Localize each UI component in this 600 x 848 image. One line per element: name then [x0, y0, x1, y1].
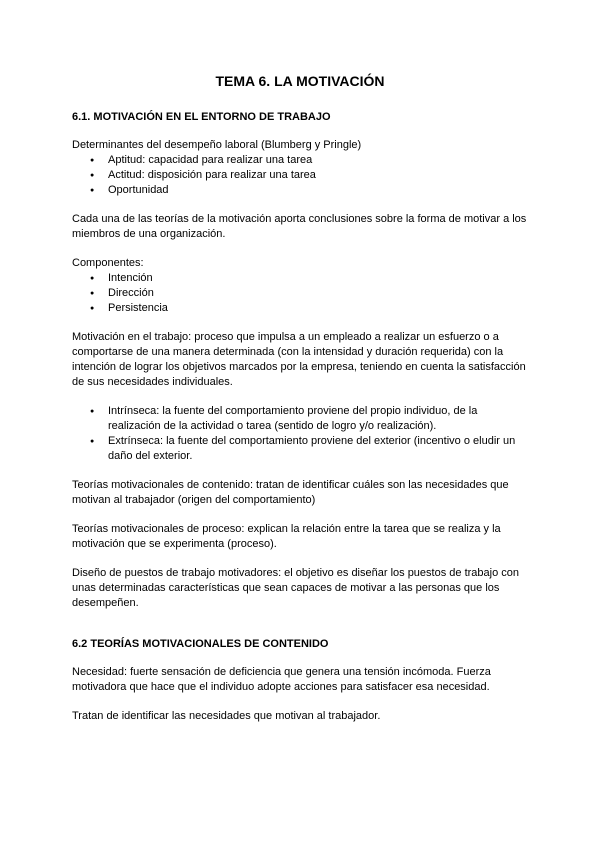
- teorias-contenido-paragraph: Teorías motivacionales de contenido: tratan de identificar cuáles son las necesidades que motivan al trabajador (origen del comportamiento): [72, 479, 509, 506]
- list-item: ● Intención: [72, 271, 528, 286]
- list-item: ● Dirección: [72, 286, 528, 301]
- document-title: TEMA 6. LA MOTIVACIÓN: [215, 73, 385, 89]
- determinantes-intro: Determinantes del desempeño laboral (Blumberg y Pringle): [72, 139, 362, 151]
- determinantes-list: [72, 153, 528, 198]
- list-item: ● Extrínseca: la fuente del comportamiento proviene del exterior (incentivo o eludir un daño del exterior.: [72, 434, 528, 464]
- section-heading-6-2: 6.2 TEORÍAS MOTIVACIONALES DE CONTENIDO: [72, 638, 329, 650]
- tipos-list: [72, 404, 528, 464]
- teorias-paragraph: Cada una de las teorías de la motivación aporta conclusiones sobre la forma de motivar a los miembros de una organización.: [72, 213, 527, 240]
- componentes-list: [72, 271, 528, 316]
- list-item: ● Oportunidad: [72, 183, 528, 198]
- list-item: ● Actitud: disposición para realizar una tarea: [72, 168, 528, 183]
- tratan-paragraph: Tratan de identificar las necesidades que motivan al trabajador.: [72, 710, 381, 722]
- list-item: ● Persistencia: [72, 301, 528, 316]
- motivacion-trabajo-paragraph: Motivación en el trabajo: proceso que impulsa a un empleado a realizar un esfuerzo o a comportarse de una manera determinada (con la intensidad y duración requerida) con la intención de lograr los objetivos marcados por la empresa, teniendo en cuenta la satisfacción de sus necesidades individuales.: [72, 331, 526, 388]
- list-item: ● Intrínseca: la fuente del comportamiento proviene del propio individuo, de la realización de la actividad o tarea (sentido de logro y/o realización).: [72, 404, 528, 434]
- list-item: ● Aptitud: capacidad para realizar una tarea: [72, 153, 528, 168]
- section-heading-6-1: 6.1. MOTIVACIÓN EN EL ENTORNO DE TRABAJO: [72, 111, 331, 123]
- componentes-intro: Componentes:: [72, 257, 144, 269]
- teorias-proceso-paragraph: Teorías motivacionales de proceso: explican la relación entre la tarea que se realiza y la motivación que se experimenta (proceso).: [72, 523, 501, 550]
- diseno-puestos-paragraph: Diseño de puestos de trabajo motivadores: el objetivo es diseñar los puestos de trabajo con unas determinadas características que sean capaces de motivar a las personas que los desempeñen.: [72, 567, 519, 609]
- necesidad-paragraph: Necesidad: fuerte sensación de deficiencia que genera una tensión incómoda. Fuerza motivadora que hace que el individuo adopte acciones para satisfacer esa necesidad.: [72, 666, 491, 693]
- document-page: [72, 72, 528, 724]
